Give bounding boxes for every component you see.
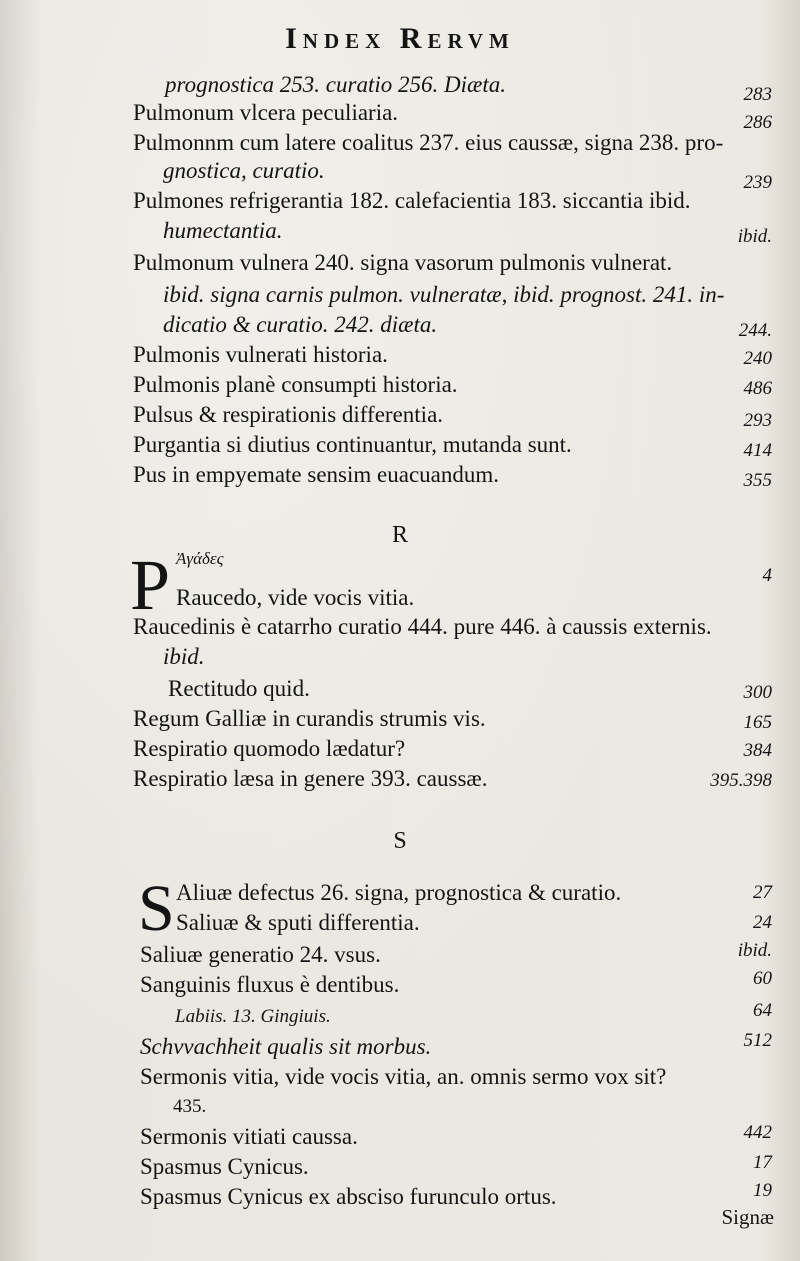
entry-text: Pulmonis vulnerati historia.	[133, 342, 388, 367]
index-entry	[0, 430, 800, 464]
index-entry	[0, 1122, 800, 1156]
entry-text: 435.	[173, 1096, 207, 1117]
entry-page: 165	[743, 712, 772, 733]
entry-text: Labiis. 13. Gingiuis.	[175, 1006, 331, 1027]
entry-page: ibid.	[737, 226, 772, 247]
index-entry	[0, 704, 800, 738]
entry-text: Regum Galliæ in curandis strumis vis.	[133, 706, 486, 731]
index-entry	[0, 642, 800, 676]
greek-word: Ἀγάδες	[176, 549, 224, 568]
entry-text: Raucedinis è catarrho curatio 444. pure 446. à caussis externis.	[133, 614, 712, 639]
entry-text: Saliuæ & sputi differentia.	[176, 910, 420, 935]
entry-text: Pulmonum vlcera peculiaria.	[133, 100, 399, 125]
entry-text: Raucedo, vide vocis vitia.	[176, 585, 415, 610]
drop-initial-s: S	[138, 872, 175, 945]
entry-text: gnostica, curatio.	[163, 158, 325, 183]
index-entry	[0, 970, 800, 1004]
entry-text: ibid.	[163, 644, 205, 669]
index-entry	[0, 310, 800, 344]
index-entry	[0, 400, 800, 434]
entry-page: 486	[743, 378, 772, 399]
entry-text: Respiratio læsa in genere 393. caussæ.	[133, 766, 488, 791]
index-entry	[0, 248, 800, 282]
greek-heading	[0, 549, 800, 583]
entry-text: Respiratio quomodo lædatur?	[133, 736, 406, 761]
entry-text: ibid. signa carnis pulmon. vulneratæ, ibid. prognost. 241. in-	[163, 282, 725, 307]
index-entry	[0, 1092, 800, 1126]
index-entry	[0, 878, 800, 912]
entry-page: 240	[743, 348, 772, 369]
index-entry	[0, 1182, 800, 1216]
index-entry	[0, 734, 800, 768]
index-entry	[0, 1152, 800, 1186]
section-letter-r: R	[391, 522, 408, 548]
entry-page: 60	[753, 968, 772, 989]
entry-text: Pulmonis planè consumpti historia.	[133, 372, 458, 397]
section-letter-s: S	[393, 828, 407, 854]
index-entry	[0, 370, 800, 404]
entry-page: 355	[743, 470, 772, 491]
entry-page: 442	[743, 1122, 772, 1143]
entry-text: Pulmonum vulnera 240. signa vasorum pulmonis vulnerat.	[133, 250, 673, 275]
entry-text: Schvvachheit qualis sit morbus.	[140, 1034, 432, 1059]
index-entry	[0, 340, 800, 374]
entry-page: 300	[743, 682, 772, 703]
catchword: Signæ	[721, 1205, 774, 1229]
entry-text: prognostica 253. curatio 256. Diæta.	[165, 72, 506, 97]
entry-text: humectantia.	[163, 218, 283, 243]
index-entry	[0, 1032, 800, 1066]
index-entry	[0, 674, 800, 708]
entry-page: 384	[743, 740, 772, 761]
entry-text: Aliuæ defectus 26. signa, prognostica & curatio.	[176, 880, 622, 905]
entry-page: 27	[753, 882, 772, 903]
entry-page: 64	[753, 1000, 772, 1021]
entry-text: Pus in empyemate sensim euacuandum.	[133, 462, 500, 487]
entry-text: Spasmus Cynicus ex absciso furunculo ortus.	[140, 1184, 557, 1209]
drop-initial-p: P	[130, 545, 171, 625]
index-entry	[0, 908, 800, 942]
entry-text: Pulmonnm cum latere coalitus 237. eius caussæ, signa 238. pro-	[133, 130, 724, 155]
entry-page: 512	[743, 1030, 772, 1051]
entry-text: Rectitudo quid.	[168, 676, 310, 701]
entry-text: Spasmus Cynicus.	[140, 1154, 309, 1179]
index-entry	[0, 280, 800, 314]
index-entry	[0, 940, 800, 974]
entry-text: Sermonis vitia, vide vocis vitia, an. omnis sermo vox sit?	[140, 1064, 667, 1089]
entry-text: Sanguinis fluxus è dentibus.	[140, 972, 400, 997]
entry-page: 286	[743, 112, 772, 133]
entry-page: 17	[753, 1152, 772, 1173]
index-entry	[0, 460, 800, 494]
entry-page: 19	[753, 1180, 772, 1201]
entry-text: Pulsus & respirationis differentia.	[133, 402, 444, 427]
entry-page: ibid.	[737, 940, 772, 961]
entry-text: Purgantia si diutius continuantur, mutanda sunt.	[133, 432, 572, 457]
entry-text: Saliuæ generatio 24. vsus.	[140, 942, 381, 967]
entry-page: 414	[743, 440, 772, 461]
entry-page: 283	[743, 84, 772, 105]
entry-page: 395.398	[710, 770, 772, 791]
entry-page: 4	[762, 565, 772, 586]
index-entry	[0, 1002, 800, 1036]
index-entry	[0, 98, 800, 132]
index-entry	[0, 186, 800, 220]
page-header: Index Rervm	[285, 22, 515, 55]
index-entry	[0, 764, 800, 798]
entry-page: 24	[753, 912, 772, 933]
index-entry	[0, 156, 800, 193]
entry-page: 239	[743, 172, 772, 193]
index-entry	[0, 1062, 800, 1096]
entry-page: 293	[743, 410, 772, 431]
entry-page: 244.	[738, 320, 772, 341]
index-entry	[0, 612, 800, 646]
index-entry	[0, 216, 800, 250]
entry-text: Sermonis vitiati caussa.	[140, 1124, 358, 1149]
entry-text: dicatio & curatio. 242. diæta.	[163, 312, 438, 337]
entry-text: Pulmones refrigerantia 182. calefacientia 183. siccantia ibid.	[133, 188, 691, 213]
